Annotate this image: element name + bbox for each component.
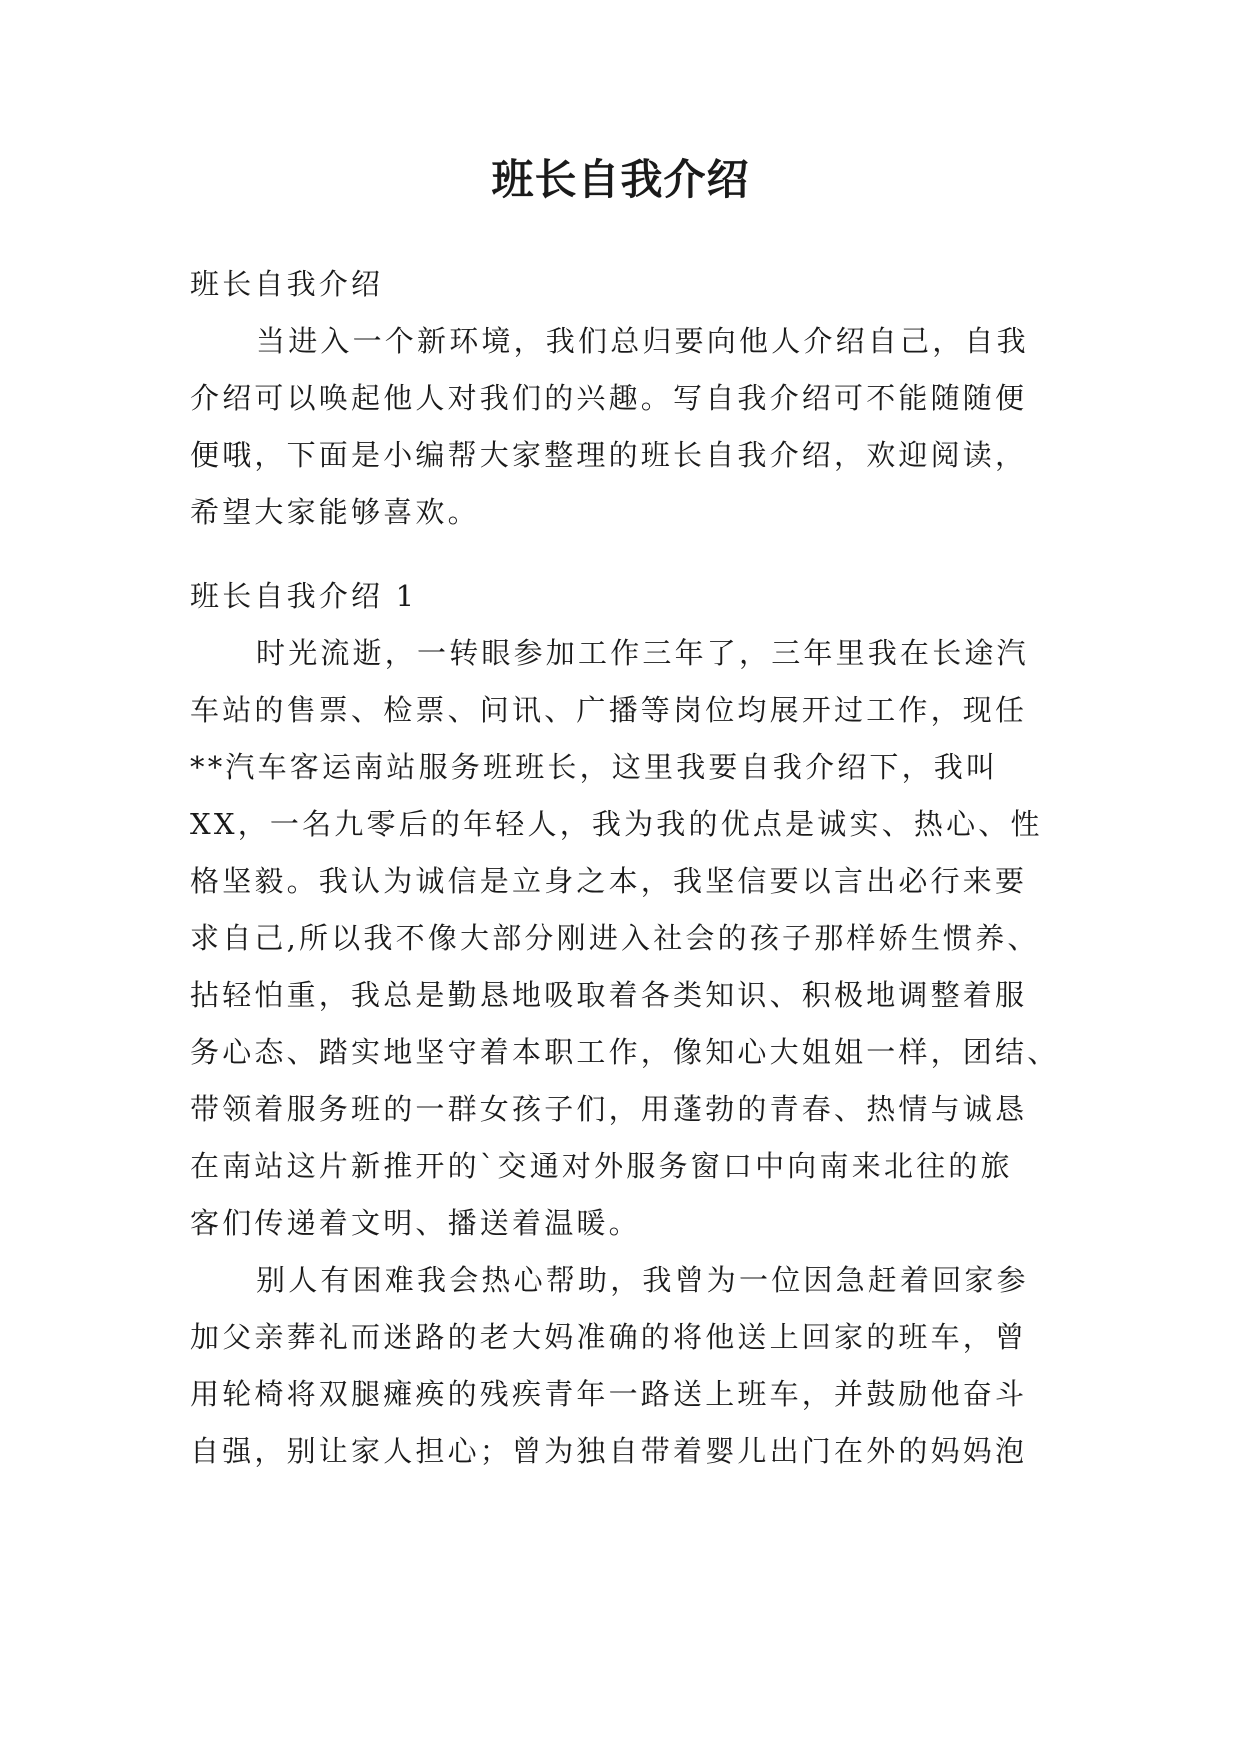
paragraph-line: 客们传递着文明、播送着温暖。 [190,1206,641,1240]
section-heading: 班长自我介绍 [190,267,384,301]
paragraph-line: 希望大家能够喜欢。 [190,495,480,529]
document-title: 班长自我介绍 [491,155,750,204]
paragraph-line: 带领着服务班的一群女孩子们，用蓬勃的青春、热情与诚恳 [190,1092,1028,1126]
paragraph-line: 求自己,所以我不像大部分刚进入社会的孩子那样娇生惯养、 [190,921,1040,955]
section-1 [190,568,1060,1480]
paragraph-line: 时光流逝，一转眼参加工作三年了，三年里我在长途汽 [256,636,1029,670]
paragraph-line: 别人有困难我会热心帮助，我曾为一位因急赶着回家参 [256,1263,1029,1297]
paragraph-line: 在南站这片新推开的`交通对外服务窗口中向南来北往的旅 [190,1149,1013,1183]
paragraph-line: 拈轻怕重，我总是勤恳地吸取着各类知识、积极地调整着服 [190,978,1028,1012]
paragraph-line: 车站的售票、检票、问讯、广播等岗位均展开过工作，现任 [190,693,1028,727]
paragraph-line: 自强，别让家人担心；曾为独自带着婴儿出门在外的妈妈泡 [190,1434,1028,1468]
paragraph-line: 用轮椅将双腿瘫痪的残疾青年一路送上班车，并鼓励他奋斗 [190,1377,1028,1411]
section-heading: 班长自我介绍 1 [190,579,418,613]
intro-section [190,256,1055,541]
paragraph-line: 务心态、踏实地坚守着本职工作，像知心大姐姐一样，团结、 [190,1035,1060,1069]
paragraph-line: **汽车客运南站服务班班长，这里我要自我介绍下，我叫 [190,750,999,784]
paragraph-line: 当进入一个新环境，我们总归要向他人介绍自己，自我 [256,324,1029,358]
paragraph-line: 介绍可以唤起他人对我们的兴趣。写自我介绍可不能随随便 [190,381,1028,415]
paragraph-line: XX，一名九零后的年轻人，我为我的优点是诚实、热心、性 [190,807,1043,841]
paragraph-line: 格坚毅。我认为诚信是立身之本，我坚信要以言出必行来要 [190,864,1028,898]
paragraph-line: 便哦，下面是小编帮大家整理的班长自我介绍，欢迎阅读， [190,438,1028,472]
paragraph-line: 加父亲葬礼而迷路的老大妈准确的将他送上回家的班车，曾 [190,1320,1028,1354]
